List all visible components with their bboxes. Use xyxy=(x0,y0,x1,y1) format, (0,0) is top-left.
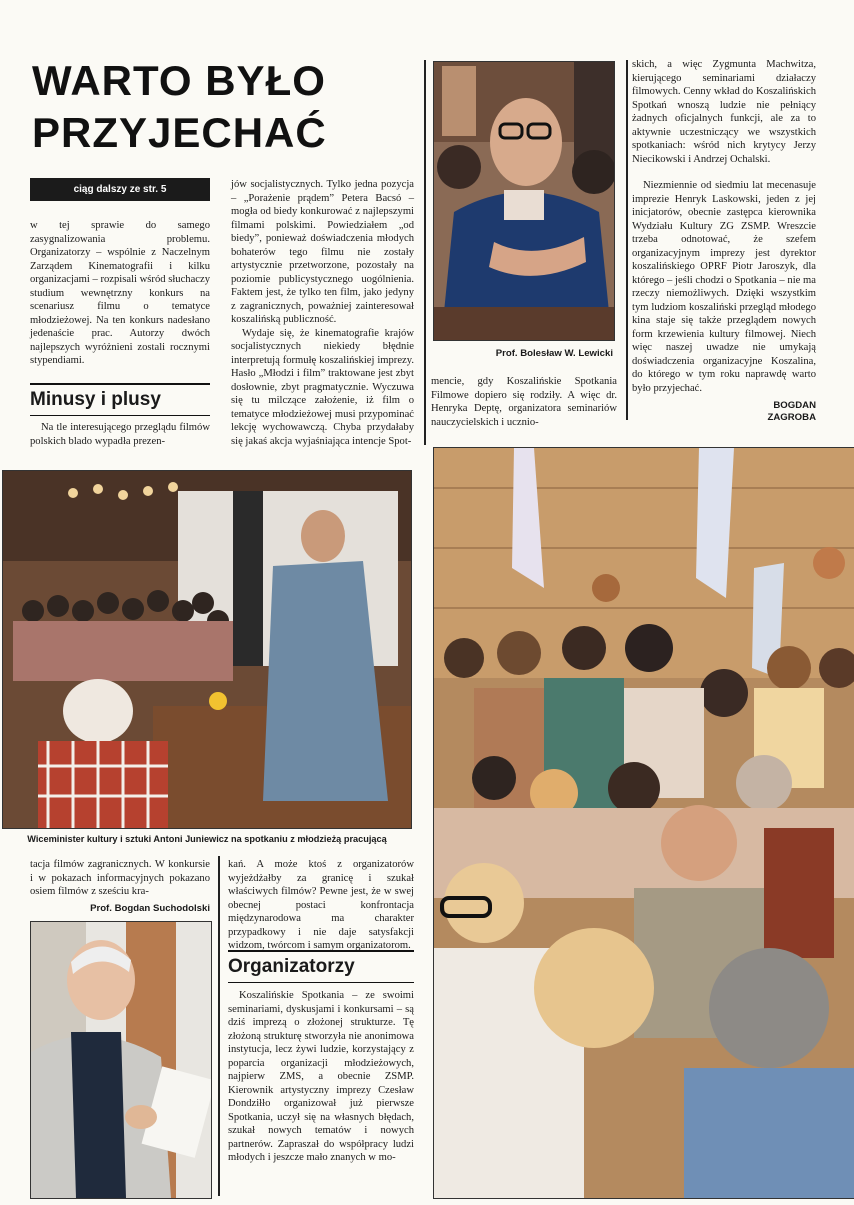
col4-paragraph-1: skich, a więc Zygmunta Machwitza, kierującego seminariami działaczy filmowych. Cenny wkład do Koszalińskich Spotkań wnoszą ludzie nie pełniący żadnych oficjalnych funkcji, ale za to aktywnie uczestniczący we wszystkich spotkaniach: wśród nich krytycy Jerzy Niecikowski i Andrzej Ochalski. xyxy=(632,59,816,165)
photo-suchodolski xyxy=(30,921,212,1199)
author-last-name: ZAGROBA xyxy=(767,412,816,423)
column-2-text xyxy=(231,178,414,448)
lower-column-1-text xyxy=(30,858,210,899)
column-divider-3 xyxy=(218,856,220,1196)
lower-col2-paragraph-1: kań. A może ktoś z organizatorów wyjeżdżałby za granicę i szukał właściwych filmów? Pewne jest, że w swej obecnej postaci konfrontacja międzynarodowa ma charakter przypadkowy i nie daje satysfakcji widzom, twórcom i samym organizatorom. xyxy=(228,859,414,951)
col3-paragraph: mencie, gdy Koszalińskie Spotkania Filmowe dopiero się rodziły. A więc dr. Henryka Deptę, organizatora seminariów nauczycielskich i ucznio- xyxy=(431,376,617,428)
column-divider-1 xyxy=(424,60,426,445)
column-3-text xyxy=(431,375,617,429)
lower-column-2-text xyxy=(228,858,414,953)
headline-line1: WARTO BYŁO xyxy=(32,57,326,104)
photo-audience xyxy=(433,447,854,1199)
lower-col1-paragraph: tacja filmów zagranicznych. W konkursie i w pokazach informacyjnych pokazano osiem filmów z sześciu kra- xyxy=(30,859,210,897)
col2-paragraph-2: Wydaje się, że kinematografie krajów socjalistycznych niekiedy błędnie interpretują formułę koszalińskiej imprezy. Hasło „Młodzi i film” traktowane jest zbyt dosłownie, zbyt pragmatycznie. Wyczuwa się tu milczące założenie, iż film o tematyce młodzieżowej musi przypominać lekcję wychowawczą. Chyba przydałaby się jakaś akcja wyjaśniająca intencje Spot- xyxy=(231,327,414,447)
continued-from-label: ciąg dalszy ze str. 5 xyxy=(30,178,210,201)
author-byline xyxy=(632,400,816,424)
col2-paragraph-1: jów socjalistycznych. Tylko jedna pozycja – „Porażenie prądem” Petera Bacsó – mogła od biedy konkurować z najlepszymi filmami polskimi. Powiedziałem „od biedy”, ponieważ doświadczenia młodych bohaterów tego filmu nie zostały artystycznie przetworzone, pozostały na poziomie publicystycznego uogólnienia. Faktem jest, że tylko ten film, jako jedyny z zagranicznych, poważniej zainteresował koszalińską publiczność. xyxy=(231,179,414,325)
lower-column-2-continued xyxy=(228,989,414,1165)
headline xyxy=(32,55,327,159)
photo-juniewicz-caption: Wiceminister kultury i sztuki Antoni Juniewicz na spotkaniu z młodzieżą pracującą xyxy=(27,834,387,844)
photo-lewicki-caption: Prof. Bolesław W. Lewicki xyxy=(495,348,613,359)
col1-paragraph-1: w tej sprawie do samego zasygnalizowania problemu. Organizatorzy – wspólnie z Naczelnym Zarządem Kinematografii i kilku organizacjami – rozpisali wśród słuchaczy studium wewnętrzny konkurs na scenariusz filmu o tematyce młodzieżowej. Na ten konkurs nadesłano jedenaście prac. Autorzy dwóch najlepszych wyróżnieni zostali rocznymi stypendiami. xyxy=(30,220,210,366)
subhead-organizatorzy: Organizatorzy xyxy=(228,950,414,983)
column-divider-2 xyxy=(626,60,628,420)
column-1-text xyxy=(30,219,210,368)
column-1-continued xyxy=(30,421,210,448)
subhead-minusy-i-plusy: Minusy i plusy xyxy=(30,383,210,416)
photo-lewicki xyxy=(433,61,615,341)
lower-col2-paragraph-2: Koszalińskie Spotkania – ze swoimi seminariami, dyskusjami i konkursami – są dziś imprezą o złożonej strukturze. Tę złożoną strukturę stworzyła nie anonimowa instytucja, lecz żywi ludzie, korzystający z poparcia organizacji młodzieżowych, najpierw ZMS, a obecnie ZSMP. Kierownik artystyczny imprezy Czesław Dondziłło organizował już pierwsze Spotkania, uczył się na własnych błędach, szukał nowych tematów i nowych partnerów. Zapraszał do współpracy ludzi młodych i jeszcze mało znanych w mo- xyxy=(228,990,414,1163)
headline-line2: PRZYJECHAĆ xyxy=(32,109,327,156)
photo-juniewicz-meeting xyxy=(2,470,412,829)
photo-suchodolski-caption: Prof. Bogdan Suchodolski xyxy=(90,903,210,914)
column-4-text xyxy=(632,58,816,395)
author-first-name: BOGDAN xyxy=(773,400,816,411)
col1-paragraph-2: Na tle interesującego przeglądu filmów polskich blado wypadła prezen- xyxy=(30,422,210,447)
col4-paragraph-2: Niezmiennie od siedmiu lat mecenasuje imprezie Henryk Laskowski, jeden z jej inicjatorów, obecnie zastępca kierownika Wydziału Kultury ZG ZSMP. Wreszcie trzeba odnotować, że szefem organizacyjnym imprezy jest dyrektor koszalińskiego OPRF Piotr Jaroszyk, dla którego – jeśli chodzi o Spotkania – nie ma rzeczy niemożliwych. Dzięki wszystkim tym ludziom koszaliński przegląd młodego kina staje się także przeglądem nowych form krzewienia kultury filmowej. Niech więc naszej uwadze nie umykają doświadczenia organizacyjne Koszalina, do którego w tym roku naprawdę warto było przyjechać. xyxy=(632,180,816,394)
